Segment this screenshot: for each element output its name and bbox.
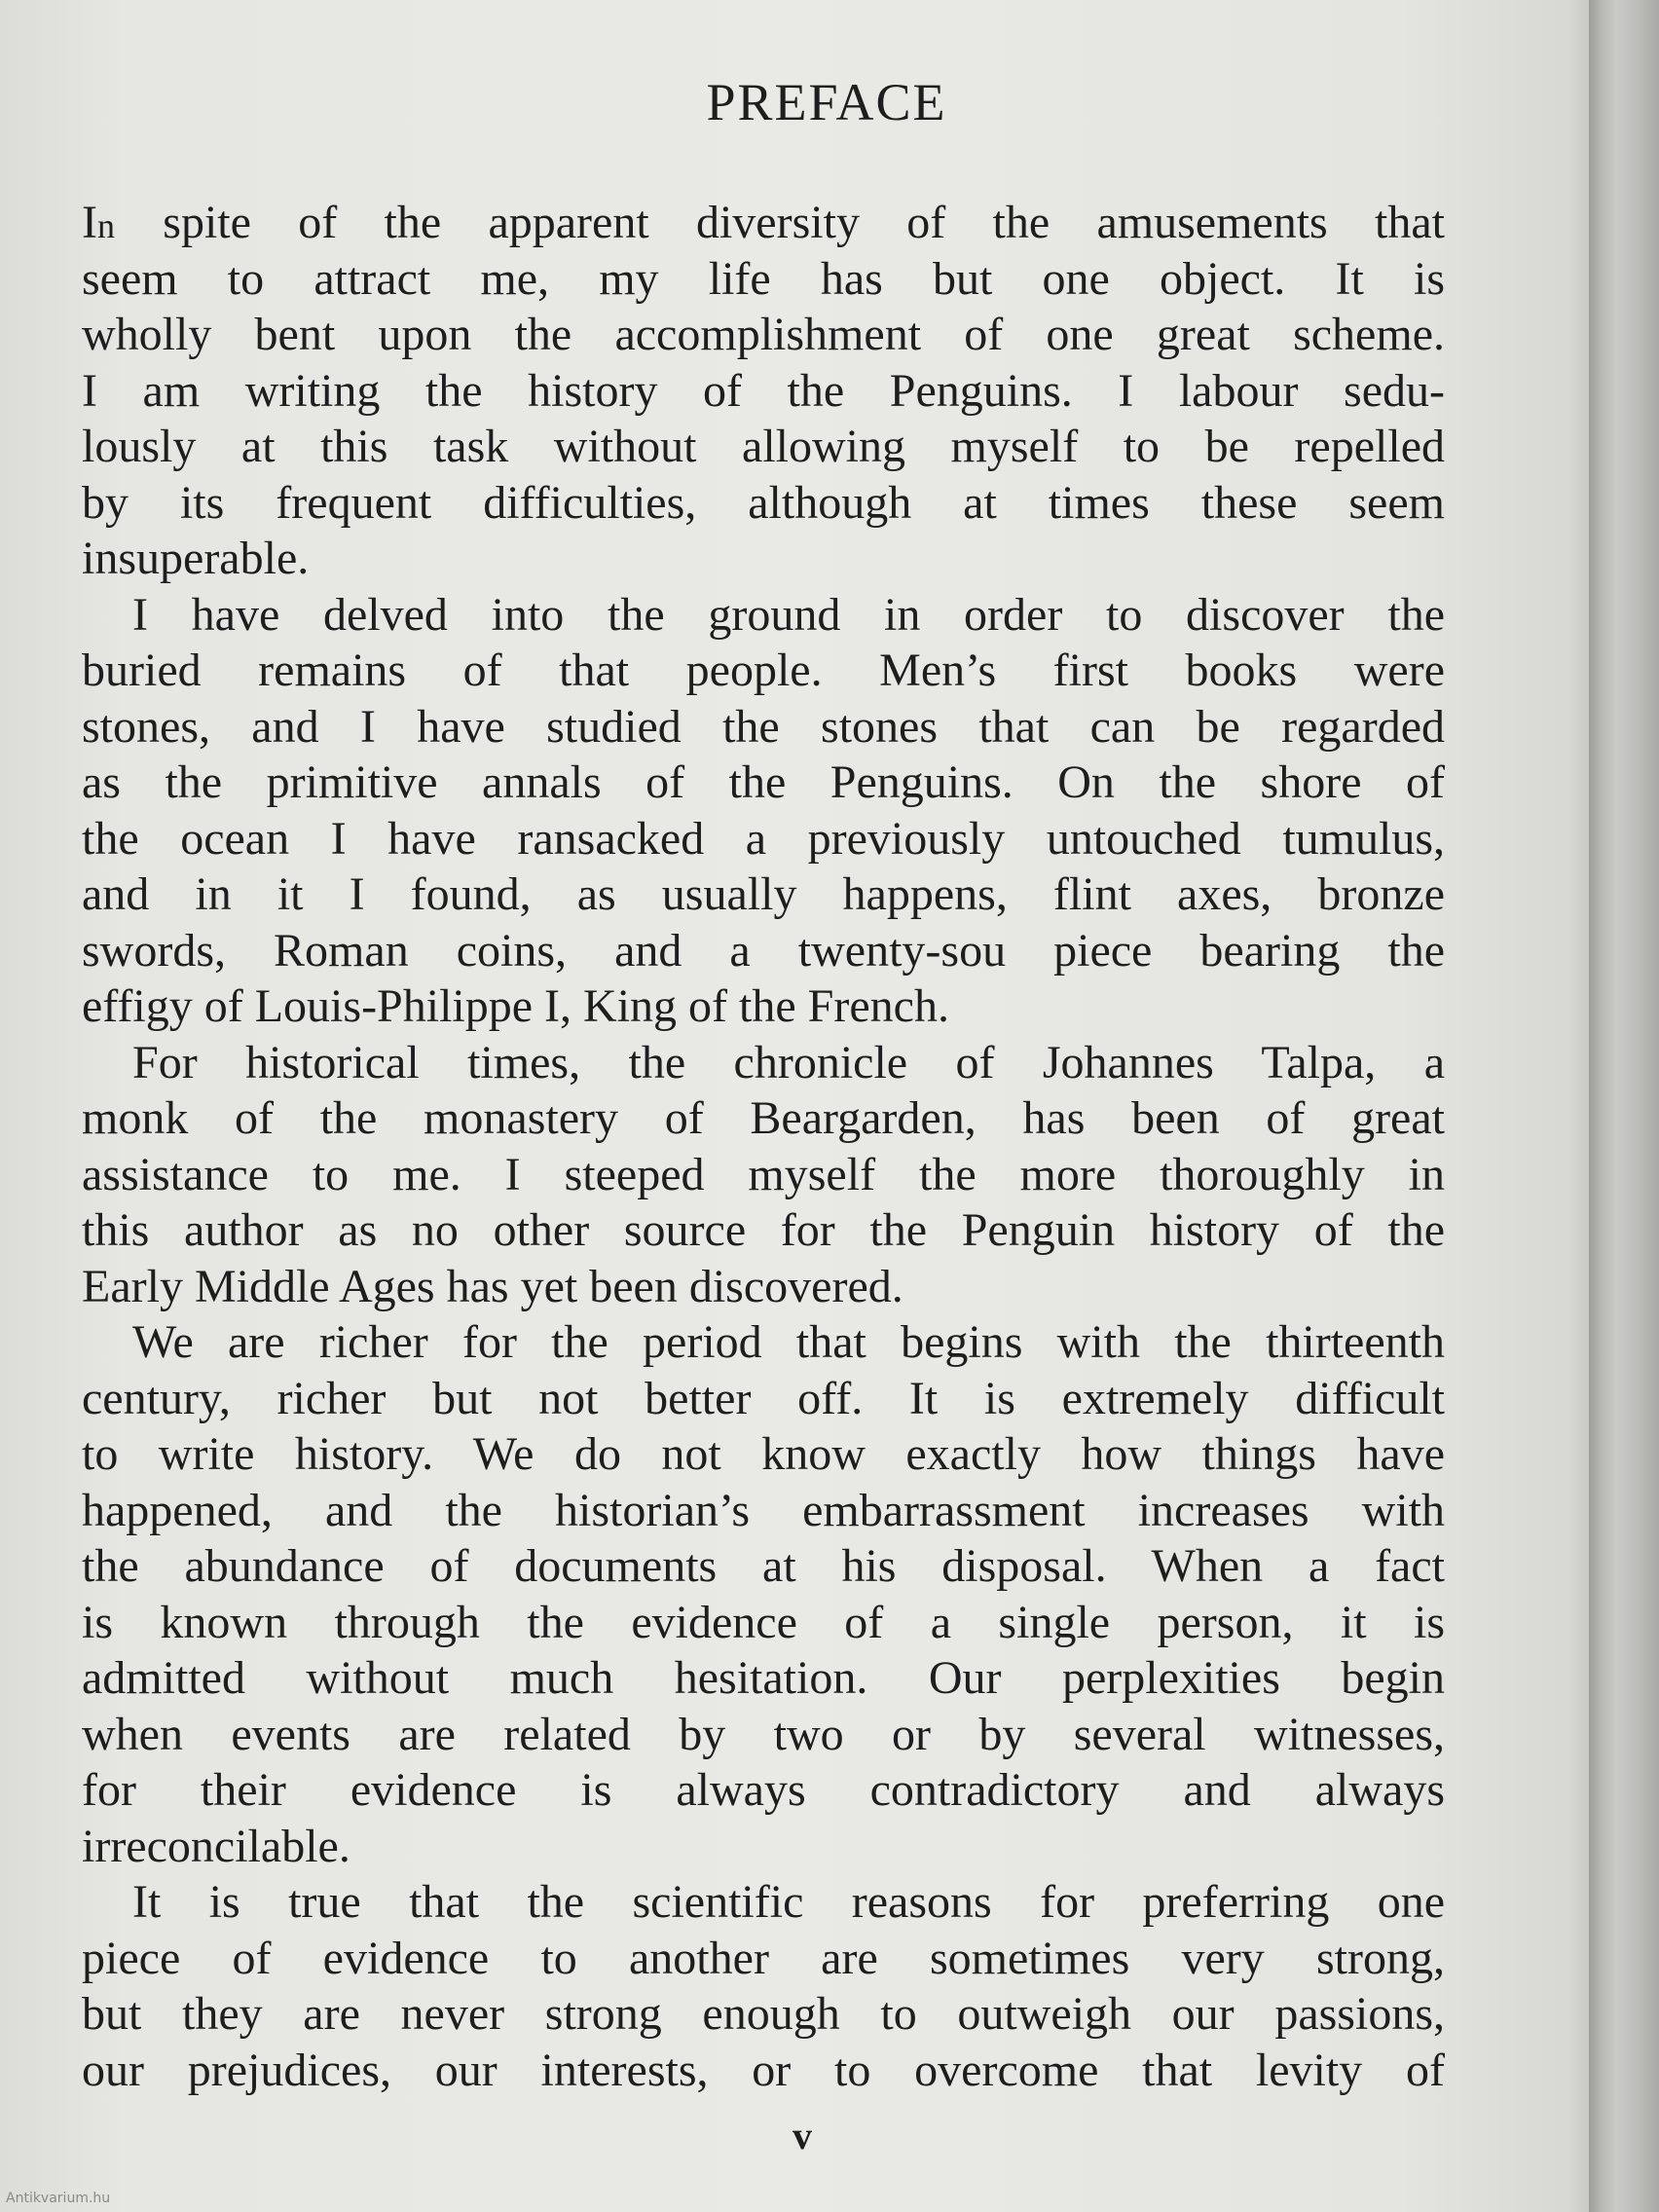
text-line: [82, 531, 1445, 586]
text-line: [82, 1538, 1445, 1594]
text-line: [82, 475, 1445, 531]
text-line-content: buried remains of that people. Men’s first books were: [82, 645, 1445, 696]
text-line-content: but they are never strong enough to outweigh our passions,: [82, 1988, 1445, 2040]
text-line: [82, 643, 1445, 698]
text-line: [82, 1426, 1445, 1482]
text-line: [82, 1986, 1445, 2042]
text-line: [82, 1762, 1445, 1818]
page-number: v: [793, 2114, 812, 2157]
text-line: [82, 755, 1445, 810]
text-line: [82, 1931, 1445, 1986]
text-line: [82, 1819, 1445, 1874]
text-line-content: our prejudices, our interests, or to overcome that levity of: [82, 2044, 1445, 2096]
text-line: [82, 1202, 1445, 1258]
text-line-content: We are richer for the period that begins with the thirteenth: [132, 1316, 1445, 1368]
text-line: [82, 307, 1445, 362]
text-line-content: happened, and the historian’s embarrassment increases with: [82, 1484, 1445, 1536]
text-line-content: the abundance of documents at his disposal. When a fact: [82, 1540, 1445, 1592]
text-line: [82, 251, 1445, 307]
text-line: [82, 978, 1445, 1034]
text-line: [82, 1371, 1445, 1426]
text-line-content: I am writing the history of the Penguins. I labour sedu-: [82, 364, 1445, 417]
text-line-content: insuperable.: [82, 533, 310, 584]
text-line-content: I have delved into the ground in order to discover the: [132, 588, 1445, 641]
text-line-content: monk of the monastery of Beargarden, has been of great: [82, 1092, 1445, 1144]
text-line: [82, 1090, 1445, 1146]
text-line-content: assistance to me. I steeped myself the more thoroughly in: [82, 1148, 1445, 1200]
text-line: [82, 1650, 1445, 1706]
text-line-content: stones, and I have studied the stones that can be regarded: [82, 700, 1445, 753]
text-line: [82, 363, 1445, 419]
text-line-content: spite of the apparent diversity of the amusements that: [115, 197, 1445, 248]
initial-capital: I: [82, 197, 97, 248]
text-line: [82, 699, 1445, 755]
text-line-content: wholly bent upon the accomplishment of one great scheme.: [82, 309, 1445, 360]
text-line-content: this author as no other source for the Penguin history of the: [82, 1204, 1445, 1256]
text-line-content: when events are related by two or by several witnesses,: [82, 1708, 1445, 1760]
initial-small-caps: n: [96, 206, 116, 245]
text-line-content: lously at this task without allowing myself to be repelled: [82, 421, 1445, 472]
watermark: Antikvarium.hu: [6, 2191, 111, 2206]
text-line-content: by its frequent difficulties, although at times these seem: [82, 476, 1445, 529]
text-line-content: effigy of Louis-Philippe I, King of the French.: [82, 980, 949, 1032]
text-line-content: century, richer but not better off. It is extremely difficult: [82, 1372, 1445, 1424]
text-line: [82, 1147, 1445, 1202]
text-line-content: Early Middle Ages has yet been discovered.: [82, 1260, 903, 1312]
text-line-content: to write history. We do not know exactly how things have: [82, 1428, 1445, 1480]
text-line: [82, 1707, 1445, 1762]
text-line-content: It is true that the scientific reasons for preferring one: [132, 1876, 1445, 1928]
text-line: [82, 2043, 1445, 2098]
text-line: [82, 1874, 1445, 1930]
text-line: [82, 195, 1445, 250]
gutter-shadow: [1569, 0, 1589, 2212]
text-line-content: as the primitive annals of the Penguins. On the shore of: [82, 756, 1445, 808]
text-line-content: for their evidence is always contradictory and always: [82, 1764, 1445, 1816]
text-line: [82, 923, 1445, 978]
text-line-content: is known through the evidence of a single person, it is: [82, 1596, 1445, 1648]
text-line: [82, 1483, 1445, 1538]
text-line-content: For historical times, the chronicle of Johannes Talpa, a: [132, 1036, 1445, 1088]
text-line: [82, 811, 1445, 866]
text-line-content: and in it I found, as usually happens, flint axes, bronze: [82, 868, 1445, 920]
book-gutter: [1589, 0, 1659, 2212]
text-line: [82, 1035, 1445, 1090]
text-line: [82, 1259, 1445, 1314]
text-line-content: admitted without much hesitation. Our perplexities begin: [82, 1652, 1445, 1704]
text-line: [82, 866, 1445, 922]
text-line: [82, 1595, 1445, 1650]
text-line-content: swords, Roman coins, and a twenty-sou piece bearing the: [82, 924, 1445, 977]
text-line-content: the ocean I have ransacked a previously untouched tumulus,: [82, 812, 1445, 865]
text-line: [82, 587, 1445, 643]
text-line-content: irreconcilable.: [82, 1820, 350, 1872]
page-title: PREFACE: [706, 73, 947, 131]
text-line-content: piece of evidence to another are sometimes very strong,: [82, 1932, 1445, 1984]
text-line-content: seem to attract me, my life has but one object. It is: [82, 252, 1445, 305]
text-line: [82, 1314, 1445, 1370]
text-line: [82, 419, 1445, 474]
